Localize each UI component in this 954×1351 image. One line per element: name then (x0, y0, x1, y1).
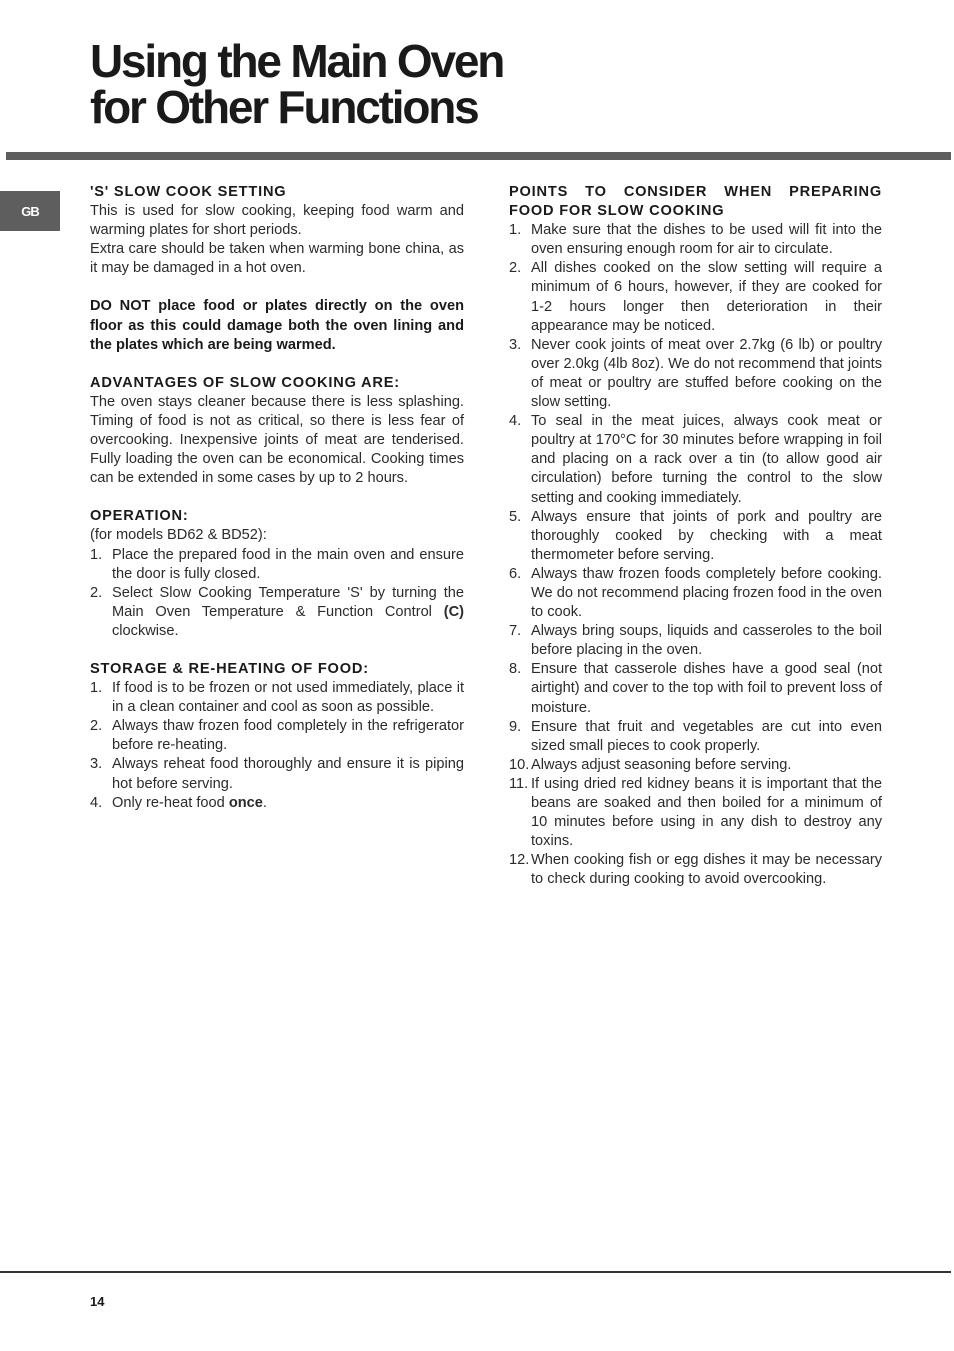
list-item (90, 794, 464, 813)
footer-divider (0, 1271, 951, 1273)
points-list (509, 221, 882, 889)
list-item (509, 221, 882, 259)
list-item-number: 12. (509, 852, 530, 869)
page-title-line-1: Using the Main Oven (90, 35, 504, 87)
emphasis-once: once (228, 794, 263, 811)
list-item-text: To seal in the meat juices, always cook meat or poultry at 170°C for 30 minutes before wrapping in foil and placing on a rack over a tin (to allow good air circulation) before turning the control to the slow setting and cooking immediately. (531, 413, 882, 506)
list-item-text: Always adjust seasoning before serving. (531, 756, 792, 773)
list-item-number: 6. (509, 565, 522, 582)
list-item-number: 1. (90, 680, 103, 697)
slow-cook-text-1: This is used for slow cooking, keeping food warm and warming plates for short periods. (90, 203, 464, 239)
list-item-text: Always thaw frozen food completely in the refrigerator before re-heating. (112, 718, 464, 754)
list-item-text: When cooking fish or egg dishes it may be necessary to check during cooking to avoid overcooking. (531, 852, 882, 888)
list-item-number: 2. (509, 260, 522, 277)
list-item (509, 775, 882, 851)
list-item-number: 3. (90, 756, 103, 773)
operation-list (90, 546, 464, 641)
list-item (90, 679, 464, 717)
list-item-text: Always reheat food thoroughly and ensure it is piping hot before serving. (112, 756, 464, 792)
list-item-text: Always thaw frozen foods completely before cooking. We do not recommend placing frozen food in the oven to cook. (531, 565, 882, 621)
list-item-text: Only re-heat food (112, 794, 229, 811)
list-item (90, 546, 464, 584)
operation-intro: (for models BD62 & BD52): (90, 527, 267, 544)
list-item-text: Never cook joints of meat over 2.7kg (6 lb) or poultry over 2.0kg (4lb 8oz). We do not recommend that joints of meat or poultry are stuffed before cooking on the slow setting. (531, 336, 882, 411)
list-item (509, 622, 882, 660)
list-item (509, 851, 882, 889)
language-tab: GB (0, 191, 60, 231)
advantages-text: The oven stays cleaner because there is less splashing. Timing of food is not as critical, so there is less fear of overcooking. Inexpensive joints of meat are tenderised. Fully loading the oven can be economical. Cooking times can be extended in some cases by up to 2 hours. (90, 393, 464, 487)
storage-list (90, 679, 464, 813)
list-item (509, 259, 882, 335)
list-item-text: Always ensure that joints of pork and poultry are thoroughly cooked by checking with a meat thermometer before serving. (531, 508, 882, 563)
points-heading: POINTS TO CONSIDER WHEN PREPARING FOOD FOR SLOW COOKING (509, 184, 882, 220)
list-item (509, 660, 882, 717)
page-title (90, 35, 504, 133)
list-item (90, 584, 464, 641)
header-divider (6, 152, 951, 160)
list-item (509, 412, 882, 507)
right-column (509, 183, 882, 889)
list-item-number: 9. (509, 718, 522, 735)
list-item-number: 1. (90, 546, 103, 563)
list-item-text: Ensure that casserole dishes have a good seal (not airtight) and cover to the top with foil to prevent loss of moisture. (531, 661, 882, 716)
storage-heading: STORAGE & RE-HEATING OF FOOD: (90, 660, 369, 677)
list-item-number: 2. (90, 584, 103, 601)
list-item-text: Make sure that the dishes to be used will fit into the oven ensuring enough room for air to circulate. (531, 222, 882, 258)
list-item-number: 5. (509, 508, 522, 525)
list-item-text: Place the prepared food in the main oven and ensure the door is fully closed. (112, 546, 464, 582)
warning-text: DO NOT place food or plates directly on the oven floor as this could damage both the oven lining and the plates which are being warmed. (90, 298, 464, 353)
left-column (90, 183, 464, 813)
advantages-heading: ADVANTAGES OF SLOW COOKING ARE: (90, 374, 400, 391)
list-item (90, 717, 464, 755)
list-item-text: Ensure that fruit and vegetables are cut into even sized small pieces to cook properly. (531, 718, 882, 754)
list-item-number: 11. (509, 775, 529, 792)
list-item-text: Select Slow Cooking Temperature 'S' by turning the Main Oven Temperature & Function Control (112, 584, 464, 620)
list-item-number: 10. (509, 756, 530, 773)
page-number: 14 (90, 1294, 105, 1309)
list-item-number: 3. (509, 336, 522, 353)
list-item-text: All dishes cooked on the slow setting will require a minimum of 6 hours, however, if they are cooked for 1-2 hours longer then deterioration in their appearance may be noticed. (531, 260, 882, 334)
list-item (509, 756, 882, 775)
slow-cook-text-2: Extra care should be taken when warming bone china, as it may be damaged in a hot oven. (90, 241, 464, 277)
list-item (509, 508, 882, 565)
list-item-number: 4. (90, 794, 103, 811)
list-item-text: If food is to be frozen or not used immediately, place it in a clean container and cool as soon as possible. (112, 680, 464, 716)
control-reference: (C) (443, 603, 465, 620)
list-item (509, 565, 882, 622)
list-item (509, 336, 882, 412)
list-item-number: 8. (509, 661, 522, 678)
list-item-text-end: . (262, 794, 267, 811)
page-title-line-2: for Other Functions (90, 81, 478, 133)
list-item-number: 2. (90, 718, 103, 735)
slow-cook-heading: 'S' SLOW COOK SETTING (90, 184, 287, 200)
list-item-text: Always bring soups, liquids and casseroles to the boil before placing in the oven. (531, 623, 882, 659)
list-item-number: 4. (509, 413, 522, 430)
list-item (90, 755, 464, 793)
list-item-text-end: clockwise. (112, 622, 179, 639)
list-item-number: 1. (509, 222, 522, 239)
list-item-text: If using dried red kidney beans it is important that the beans are soaked and then boiled for a minimum of 10 minutes before using in any dish to destroy any toxins. (531, 775, 882, 850)
operation-heading: OPERATION: (90, 508, 189, 525)
list-item-number: 7. (509, 623, 522, 640)
list-item (509, 718, 882, 756)
